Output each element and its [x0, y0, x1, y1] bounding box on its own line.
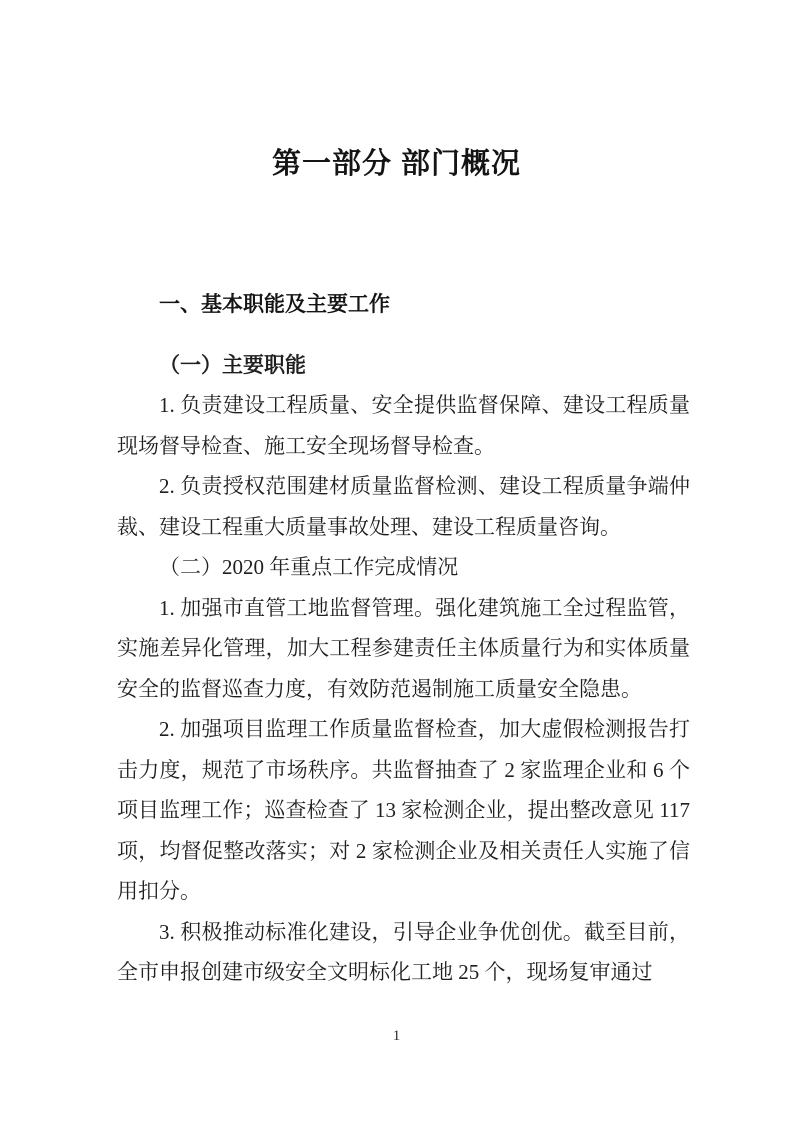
subsection-heading-2020-key-work: （二）2020 年重点工作完成情况: [159, 555, 459, 579]
document-title: 第一部分 部门概况: [271, 148, 522, 180]
paragraph-work-1: 1. 加强市直管工地监督管理。强化建筑施工全过程监管，实施差异化管理，加大工程参建责任主体质量行为和实体质量安全的监督巡查力度，有效防范遏制施工质量安全隐患。: [117, 595, 690, 701]
paragraph-work-3: 3. 积极推动标准化建设，引导企业争优创优。截至目前，全市申报创建市级安全文明标化工地 25 个，现场复审通过: [117, 919, 690, 984]
section-heading-basic-functions: 一、基本职能及主要工作: [159, 293, 390, 316]
page-number: 1: [392, 1028, 401, 1044]
document-body: [117, 285, 690, 993]
paragraph-work-2: 2. 加强项目监理工作质量监督检查，加大虚假检测报告打击力度，规范了市场秩序。共监督抽查了 2 家监理企业和 6 个项目监理工作；巡查检查了 13 家检测企业，提出整改意见 117 项，均督促整改落实；对 2 家检测企业及相关责任人实施了信用扣分。: [117, 717, 690, 903]
paragraph-duty-2: 2. 负责授权范围建材质量监督检测、建设工程质量争端仲裁、建设工程重大质量事故处理、建设工程质量咨询。: [117, 474, 690, 539]
subsection-heading-main-duties: （一）主要职能: [159, 352, 306, 377]
paragraph-duty-1: 1. 负责建设工程质量、安全提供监督保障、建设工程质量现场督导检查、施工安全现场督导检查。: [117, 393, 690, 458]
